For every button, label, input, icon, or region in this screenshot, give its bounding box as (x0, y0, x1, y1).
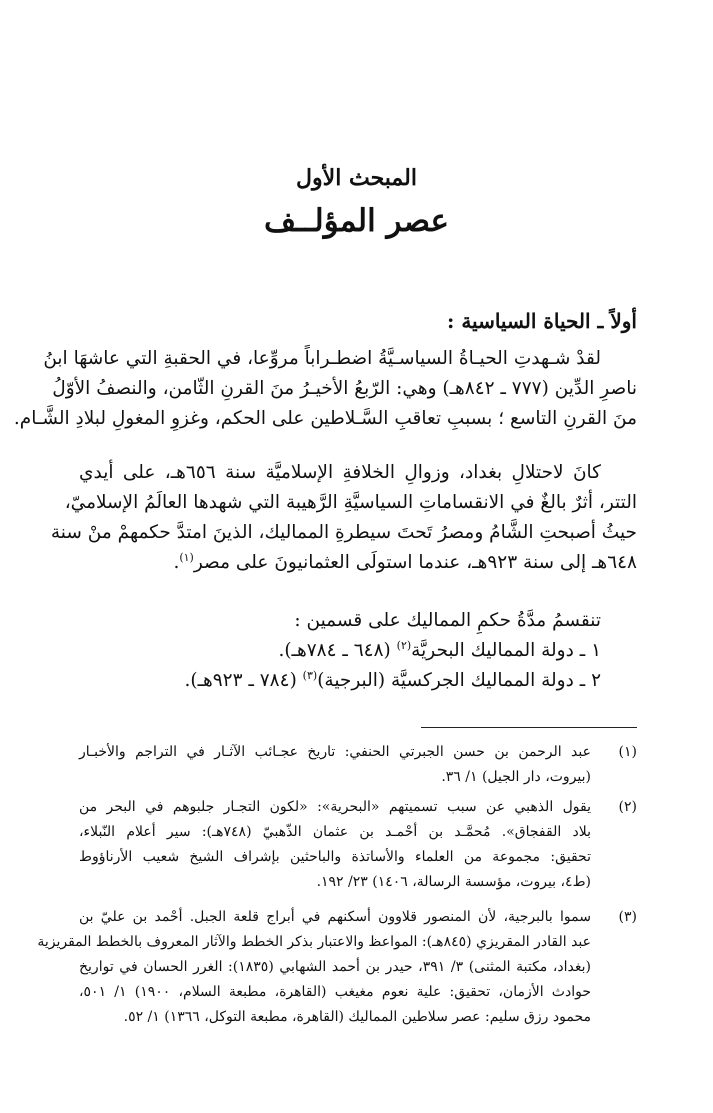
section-heading: أولاً ـ الحياة السياسية : (446, 309, 637, 333)
footnote-number: (٢) (618, 799, 637, 815)
paragraph-line: لقدْ شـهدتِ الحيـاةُ السياسـيَّةُ اضطـراباً مروِّعا، في الحقبةِ التي عاشهَا ابنُ (43, 348, 601, 369)
paragraph-1 (13, 344, 637, 434)
footnote-line: محمود رزق سليم: عصر سلاطين المماليك (القاهرة، مطبعة التوكل، ١٣٦٦) ١/ ٥٢. (123, 1009, 591, 1025)
footnote-number: (٣) (618, 909, 637, 925)
paragraph-line: منَ القرنِ التاسع ؛ بسببِ تعاقبِ السَّـلاطين على الحكم، وغزوِ المغولِ لبلادِ الشَّـام. (13, 408, 637, 429)
footnote-2 (79, 795, 637, 895)
footnote-line: (بيروت، دار الجيل) ١/ ٣٦. (441, 769, 591, 785)
paragraph-line: التتر، أثرٌ بالغٌ في الانقساماتِ السياسيَّةِ الرَّهيبة التي شهدها العالَمُ الإسلاميّ، (64, 492, 637, 513)
period: . (173, 552, 180, 573)
list-item-2 (79, 666, 637, 696)
footnote-separator (421, 727, 637, 728)
list-number: ٢ ـ (579, 670, 601, 691)
paragraph-line: كانَ لاحتلالِ بغداد، وزوالِ الخلافةِ الإسلاميَّة سنة ٦٥٦هـ، على أيدي (79, 462, 601, 483)
paragraph-line: ناصرِ الدِّين (٧٧٧ ـ ٨٤٢هـ) وهي: الرّبعُ الأخيـرُ منَ القرنِ الثّامن، والنصفُ الأوّلُ (52, 378, 637, 399)
footnote-1 (79, 740, 637, 790)
paragraph-line-last (79, 548, 637, 578)
paragraph-line: حيثُ أصبحتِ الشَّامُ ومصرُ تَحتَ سيطرةِ المماليك، الذينَ امتدَّ حكمهمْ منْ سنة (50, 522, 637, 543)
footnote-3 (37, 905, 637, 1030)
footnote-line: (بغداد، مكتبة المثنى) ٣/ ٣٩١، حيدر بن أحمد الشهابي (١٨٣٥): الغرر الحسان في تواريخ (79, 959, 591, 975)
list-dates: (٧٨٤ ـ ٩٢٣هـ). (184, 670, 303, 691)
footnote-ref-1[interactable]: (١) (179, 550, 194, 564)
list-text: دولة المماليك الجركسيَّة (البرجية) (317, 670, 574, 691)
footnote-line: حوادث الأزمان، تحقيق: علية نعوم مغيغب (القاهرة، مطبعة السلام، ١٩٠٠) ١/ ٥٠١، (79, 984, 591, 1000)
section-subtitle: المبحث الأول (296, 165, 417, 191)
footnote-line: عبد القادر المقريزي (٨٤٥هـ): المواعظ والاعتبار بذكر الخطط والآثار المعروف بالخطط المقريزية (37, 934, 591, 950)
list-text: دولة المماليك البحريَّة (411, 640, 574, 661)
list-number: ١ ـ (579, 640, 601, 661)
chapter-title: عصر المؤلــف (264, 203, 449, 239)
footnote-line: بلاد القفجاق». مُحمَّـد بن أحْمـد بن عثمان الذّهبيّ (٧٤٨هـ): سير أعلام النّبلاء، (79, 824, 591, 840)
footnote-line: تحقيق: مجموعة من العلماء والأساتذة والباحثين بإشراف الشيخ شعيب الأرناؤوط (79, 849, 591, 865)
footnote-ref-3[interactable]: (٣) (302, 668, 318, 682)
footnote-number: (١) (618, 744, 637, 760)
list-dates: (٦٤٨ ـ ٧٨٤هـ). (278, 640, 397, 661)
list-item-1 (79, 636, 637, 666)
paragraph-2 (50, 458, 637, 578)
footnote-line: سموا بالبرجية، لأن المنصور قلاوون أسكنهم في أبراج قلعة الجبل. أحْمد بن عليّ بن (79, 909, 591, 925)
mamluk-divisions (79, 606, 637, 696)
paragraph-text: ٦٤٨هـ إلى سنة ٩٢٣هـ، عندما استولَى العثمانيونَ على مصر (193, 552, 637, 573)
list-intro: تنقسمُ مدَّةُ حكمِ المماليك على قسمين : (294, 610, 601, 631)
footnote-ref-2[interactable]: (٢) (396, 638, 412, 652)
footnote-line: يقول الذهبي عن سبب تسميتهم «البحرية»: «لكون التجـار جلبوهم في البحر من (79, 799, 591, 815)
footnote-line: عبد الرحمن بن حسن الجبرتي الحنفي: تاريخ عجـائب الآثـار في التراجم والأخبـار (79, 744, 591, 760)
footnote-line: (ط٤، بيروت، مؤسسة الرسالة، ١٤٠٦) ٢٣/ ١٩٢. (316, 874, 591, 890)
